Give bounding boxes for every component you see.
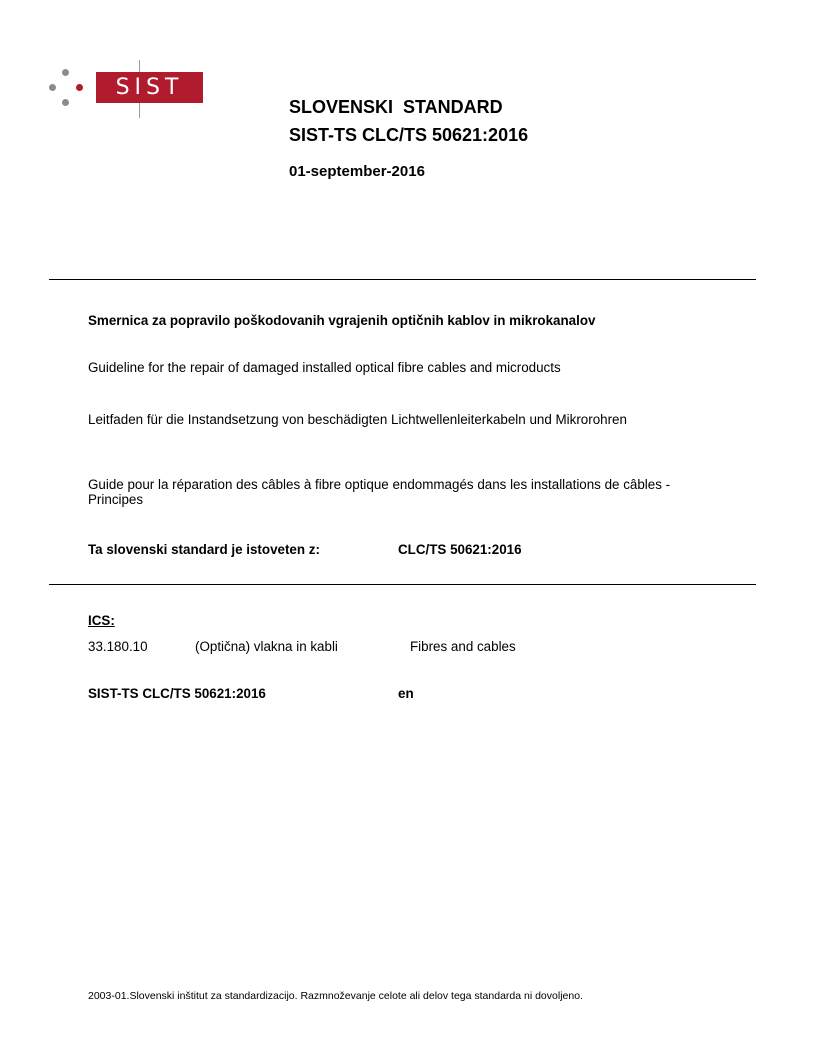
reference-language: en <box>398 686 414 701</box>
ics-description-en: Fibres and cables <box>410 639 516 654</box>
ics-description-sl: (Optična) vlakna in kabli <box>195 639 338 654</box>
title-slovenian: Smernica za popravilo poškodovanih vgrajenih optičnih kablov in mikrokanalov <box>88 313 596 328</box>
bottom-rule <box>49 584 756 585</box>
standard-label: SLOVENSKI STANDARD <box>289 97 503 117</box>
title-english: Guideline for the repair of damaged installed optical fibre cables and microducts <box>88 360 561 375</box>
top-rule <box>49 279 756 280</box>
logo-dot-red <box>76 84 83 91</box>
footer-copyright: 2003-01.Slovenski inštitut za standardizacijo. Razmnoževanje celote ali delov tega standarda ni dovoljeno. <box>88 990 583 1002</box>
ics-label: ICS: <box>88 613 115 628</box>
logo-dot-grey-left <box>49 84 56 91</box>
standard-code: SIST-TS CLC/TS 50621:2016 <box>289 125 529 145</box>
standard-date: 01-september-2016 <box>289 163 425 180</box>
logo-text: SIST <box>115 75 184 100</box>
title-german: Leitfaden für die Instandsetzung von beschädigten Lichtwellenleiterkabeln und Mikrorohren <box>88 412 627 427</box>
ics-code: 33.180.10 <box>88 639 148 654</box>
identity-label: Ta slovenski standard je istoveten z: <box>88 542 320 557</box>
reference-code: SIST-TS CLC/TS 50621:2016 <box>88 686 266 701</box>
logo-dot-grey-bottom <box>62 99 69 106</box>
logo-dot-grey-top <box>62 69 69 76</box>
identity-value: CLC/TS 50621:2016 <box>398 542 522 557</box>
title-french: Guide pour la réparation des câbles à fibre optique endommagés dans les installations de câbles - Principes <box>88 477 671 507</box>
